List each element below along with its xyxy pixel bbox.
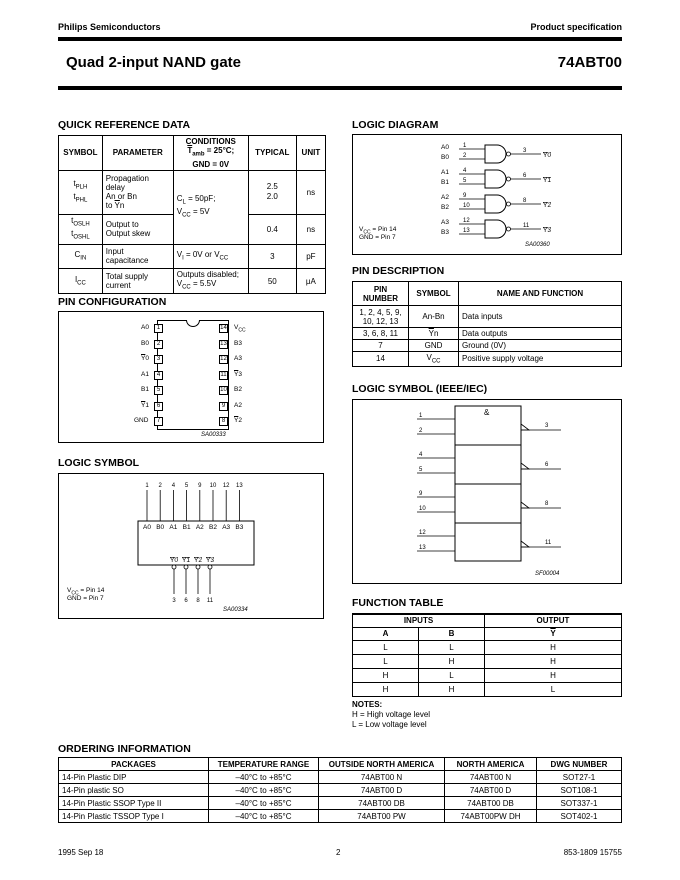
ord-header-temp: TEMPERATURE RANGE: [209, 758, 319, 771]
input-pin-number: 12: [222, 483, 230, 489]
quick-reference-table: [58, 135, 326, 294]
ord-header-packages: PACKAGES: [59, 758, 209, 771]
function-table-title: FUNCTION TABLE: [352, 597, 444, 609]
pin-label: $\overline{Y}1$: [141, 401, 149, 409]
pin-number: 10: [220, 387, 227, 393]
ieee-negation-indicator: [521, 502, 529, 508]
pin-number: 8: [219, 417, 228, 426]
pin-label: $\overline{Y}2$: [234, 417, 242, 424]
qrd-title: QUICK REFERENCE DATA: [58, 119, 191, 131]
ft-notes-title: NOTES:: [352, 700, 383, 709]
ieee-input-pin: 1: [419, 413, 423, 419]
part-number: 74ABT00: [557, 54, 622, 71]
ieee-symbol-diagram: [353, 400, 621, 583]
qrd-header-parameter: PARAMETER: [102, 136, 173, 171]
gate-input-b-pin: 2: [463, 153, 467, 159]
table-row: 14 $V_{CC}$ Positive supply voltage: [353, 352, 622, 367]
table-row: $C_{IN}$ Input capacitance $V_I = 0V$ or $V_{CC}$ 3 pF: [59, 244, 326, 268]
inversion-bubble: [196, 565, 200, 569]
output-pin-number: 11: [206, 598, 214, 604]
ieee-input-pin: 13: [419, 545, 426, 551]
gate-input-a-label: A3: [441, 219, 449, 226]
logic-symbol-title: LOGIC SYMBOL: [58, 457, 140, 469]
input-pin-number: 4: [171, 483, 176, 489]
input-label: B0: [156, 524, 165, 531]
ft-col-b: B: [419, 627, 485, 640]
gate-input-a-pin: 4: [463, 168, 467, 174]
ieee-input-pin: 2: [419, 428, 423, 434]
table-row: $t_{PLH}$ $t_{PHL}$ Propagation delay An or Bn to $\overline{Y}n$ $C_L = 50pF$; $V_{CC} = 5V$ 2.5 2.0 ns: [59, 170, 326, 214]
table-row: H H L: [353, 682, 622, 696]
inversion-bubble: [507, 227, 511, 231]
pin-desc-header-name: NAME AND FUNCTION: [459, 282, 622, 306]
ord-header-na: NORTH AMERICA: [445, 758, 537, 771]
inversion-bubble: [507, 202, 511, 206]
logic-symbol-code: SA00334: [223, 607, 248, 613]
inversion-bubble: [507, 177, 511, 181]
pin-label: $\overline{Y}3$: [234, 370, 242, 378]
pin-config-figure: [58, 311, 324, 443]
logic-symbol-figure: [58, 473, 324, 619]
gate-output-pin: 11: [523, 223, 530, 229]
pin-number: 9: [219, 402, 228, 411]
output-label: Y1: [182, 557, 190, 564]
table-row: 7 GND Ground (0V): [353, 340, 622, 352]
gate-input-b-pin: 13: [463, 228, 470, 234]
input-pin-number: 9: [198, 483, 202, 489]
pin-label: A0: [141, 324, 149, 331]
gate-input-b-label: B0: [441, 154, 449, 161]
pin-desc-title: PIN DESCRIPTION: [352, 265, 445, 277]
logic-diagram-vcc-note: $V_{CC}$ = Pin 14: [359, 226, 397, 236]
logic-symbol-gnd-note: GND = Pin 7: [67, 595, 104, 602]
footer-page-number: 2: [336, 848, 341, 857]
table-row: $t_{OSLH}$ $t_{OSHL}$ Output to Output skew 0.4 ns: [59, 214, 326, 244]
pin-config-code: SA00333: [201, 432, 226, 438]
ieee-negation-indicator: [521, 424, 529, 430]
qrd-header-typical: TYPICAL: [248, 136, 296, 171]
gate-output-label: Y2: [543, 202, 551, 209]
input-pin-number: 5: [184, 483, 189, 489]
input-label: A2: [195, 524, 204, 531]
input-label: B3: [235, 524, 244, 531]
input-pin-number: 1: [145, 483, 149, 489]
ieee-and-qualifier: &: [484, 408, 490, 417]
gate-input-b-pin: 10: [463, 203, 470, 209]
input-label: A1: [169, 524, 178, 531]
logic-diagram-figure: [352, 134, 622, 255]
ordering-title: ORDERING INFORMATION: [58, 743, 191, 755]
gate-input-a-label: A1: [441, 169, 449, 176]
table-row: $I_{CC}$ Total supply current Outputs disabled; $V_{CC} = 5.5V$ 50 μA: [59, 268, 326, 294]
output-pin-number: 6: [184, 598, 188, 604]
qrd-header-unit: UNIT: [296, 136, 325, 171]
pin-number: 14: [220, 325, 227, 331]
gate-input-a-pin: 1: [463, 143, 467, 149]
inversion-bubble: [507, 152, 511, 156]
ieee-input-pin: 5: [419, 467, 423, 473]
output-label: Y3: [206, 557, 214, 564]
output-label: Y2: [194, 557, 202, 564]
ieee-input-pin: 9: [419, 491, 423, 497]
qrd-header-conditions: CONDITIONS $\overline{T}_{amb} = 25^\circ C$; GND = 0V: [173, 136, 248, 171]
table-row: 14-Pin Plastic DIP –40°C to +85°C 74ABT00 N 74ABT00 N SOT27-1: [59, 771, 622, 784]
ft-output-header: OUTPUT: [485, 614, 622, 627]
logic-diagram-code: SA00360: [525, 242, 550, 248]
table-row: 14-Pin plastic SO –40°C to +85°C 74ABT00 D 74ABT00 D SOT108-1: [59, 784, 622, 797]
footer-doc-code: 853-1809 15755: [563, 848, 622, 857]
gate-input-a-label: A2: [441, 194, 449, 201]
pin-number: 1: [154, 324, 163, 333]
table-row: H L H: [353, 668, 622, 682]
ft-col-y: $\overline{Y}$: [485, 627, 622, 640]
nand-gate: [485, 145, 506, 163]
ieee-input-pin: 4: [419, 452, 423, 458]
ft-col-a: A: [353, 627, 419, 640]
pin-number: 7: [154, 417, 163, 426]
gate-output-label: Y1: [543, 177, 551, 184]
gate-output-pin: 6: [523, 173, 527, 179]
ieee-output-pin: 6: [545, 462, 549, 468]
pin-label: A3: [234, 355, 242, 362]
header-company: Philips Semiconductors: [58, 22, 161, 32]
table-row: L L H: [353, 640, 622, 654]
pin-label: $V_{CC}$: [234, 324, 246, 334]
pin-label: A1: [141, 370, 149, 378]
input-pin-number: 2: [158, 483, 162, 489]
ord-header-dwg: DWG NUMBER: [537, 758, 622, 771]
gate-input-b-label: B2: [441, 204, 449, 211]
pin-number: 11: [220, 371, 227, 378]
inversion-bubble: [184, 565, 188, 569]
ord-header-outside-na: OUTSIDE NORTH AMERICA: [319, 758, 445, 771]
input-label: A0: [143, 524, 151, 531]
gate-output-pin: 8: [523, 198, 527, 204]
table-row: 1, 2, 4, 5, 9, 10, 12, 13 An-Bn Data inputs: [353, 306, 622, 328]
page-title: Quad 2-input NAND gate: [66, 54, 241, 71]
logic-diagram-gnd-note: GND = Pin 7: [359, 234, 396, 241]
ordering-table: [58, 757, 622, 823]
title-rule: [58, 86, 622, 90]
pin-description-table: [352, 281, 622, 367]
input-label: B1: [182, 524, 191, 531]
input-label: B2: [209, 524, 217, 531]
output-pin-number: 3: [172, 598, 176, 604]
pin-label: B2: [234, 386, 242, 393]
ft-inputs-header: INPUTS: [353, 614, 485, 627]
pin-number: 3: [154, 355, 163, 364]
gate-input-a-pin: 9: [463, 193, 467, 199]
inversion-bubble: [172, 565, 176, 569]
ft-note-l: L = Low voltage level: [352, 720, 427, 729]
pin-number: 2: [154, 340, 163, 349]
footer-date: 1995 Sep 18: [58, 848, 104, 857]
ieee-code: SF00004: [535, 571, 560, 577]
ieee-output-pin: 8: [545, 501, 549, 507]
dip-notch: [186, 320, 200, 327]
pin-label: GND: [134, 417, 149, 424]
gate-input-a-pin: 12: [463, 218, 470, 224]
gate-input-b-label: B1: [441, 179, 449, 186]
pin-number: 4: [154, 371, 163, 380]
ft-note-h: H = High voltage level: [352, 710, 431, 719]
input-label: A3: [222, 524, 231, 531]
pin-number: 5: [154, 386, 163, 395]
function-table: [352, 613, 622, 697]
gate-input-a-label: A0: [441, 144, 449, 151]
gate-input-b-label: B3: [441, 229, 449, 236]
pin-label: $\overline{Y}0$: [141, 355, 149, 362]
pin-label: B1: [141, 386, 149, 393]
qrd-header-symbol: SYMBOL: [59, 136, 103, 171]
gate-output-label: Y3: [543, 227, 551, 234]
ieee-input-pin: 12: [419, 530, 426, 536]
pin-config-title: PIN CONFIGURATION: [58, 296, 167, 308]
pin-label: B0: [141, 339, 149, 347]
ieee-output-pin: 11: [545, 540, 552, 546]
header-doc-type: Product specification: [530, 22, 622, 32]
inversion-bubble: [208, 565, 212, 569]
table-row: 14-Pin Plastic TSSOP Type I –40°C to +85°C 74ABT00 PW 74ABT00PW DH SOT402-1: [59, 810, 622, 823]
ieee-negation-indicator: [521, 541, 529, 547]
output-label: Y0: [170, 557, 178, 564]
ieee-input-pin: 10: [419, 506, 426, 512]
pin-number: 13: [220, 340, 227, 347]
pin-desc-header-symbol: SYMBOL: [409, 282, 459, 306]
ieee-figure: [352, 399, 622, 584]
table-row: 14-Pin Plastic SSOP Type II –40°C to +85°C 74ABT00 DB 74ABT00 DB SOT337-1: [59, 797, 622, 810]
pin-label: B3: [234, 339, 242, 347]
ieee-title: LOGIC SYMBOL (IEEE/IEC): [352, 383, 488, 395]
nand-gate: [485, 220, 506, 238]
logic-symbol-vcc-note: $V_{CC}$ = Pin 14: [67, 587, 105, 597]
output-pin-number: 8: [196, 598, 200, 604]
nand-gate: [485, 170, 506, 188]
header-rule: [58, 37, 622, 41]
nand-gate: [485, 195, 506, 213]
input-pin-number: 10: [209, 483, 217, 489]
pin-label: A2: [234, 401, 242, 409]
pin-number: 6: [154, 402, 163, 411]
table-row: L H H: [353, 654, 622, 668]
table-row: 3, 6, 8, 11 $\overline{Y}n$ Data outputs: [353, 328, 622, 340]
pin-desc-header-number: PIN NUMBER: [353, 282, 409, 306]
gate-output-pin: 3: [523, 148, 527, 154]
input-pin-number: 13: [236, 483, 243, 489]
gate-output-label: Y0: [543, 152, 551, 159]
ieee-output-pin: 3: [545, 423, 549, 429]
logic-diagram-title: LOGIC DIAGRAM: [352, 119, 439, 131]
ieee-negation-indicator: [521, 463, 529, 469]
pin-number: 12: [220, 356, 227, 362]
gate-input-b-pin: 5: [463, 178, 467, 184]
